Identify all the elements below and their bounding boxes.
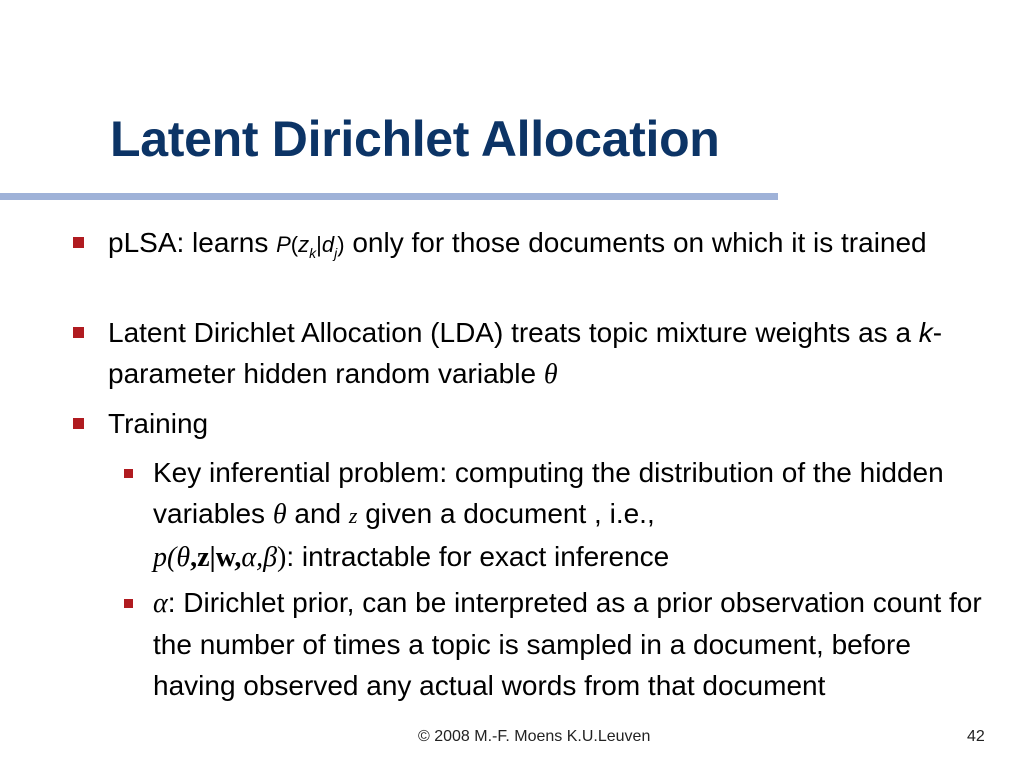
math-d: d xyxy=(321,232,335,257)
bullet-text: given a document , i.e., xyxy=(357,498,655,529)
theta-symbol: θ xyxy=(272,499,287,530)
bullet-training: Training xyxy=(108,408,209,439)
k-variable: k xyxy=(918,317,933,348)
z-symbol: z xyxy=(348,503,358,528)
bullet-plsa: pLSA: learns $P(z_k|d_j)$ only for those documents on which it is trained xyxy=(108,227,927,261)
formula-zw: ,z|w, xyxy=(190,542,242,573)
sub-bullet-marker-square xyxy=(124,469,133,478)
formula-alpha: α xyxy=(241,542,257,573)
theta-symbol: θ xyxy=(543,359,558,390)
bullet-text: : intractable for exact inference xyxy=(286,541,670,572)
bullet-marker-square xyxy=(73,237,84,248)
formula-p: p( xyxy=(153,542,177,573)
slide-title: Latent Dirichlet Allocation xyxy=(110,111,720,167)
bullet-text: Latent Dirichlet Allocation (LDA) treats topic mixture weights as a xyxy=(108,317,919,348)
bullet-marker-square xyxy=(73,327,84,338)
formula-comma: , xyxy=(256,542,264,573)
bullet-text: Key inferential problem: computing the distribution of the hidden variables xyxy=(153,457,944,529)
math-k: k xyxy=(309,245,317,261)
title-underline xyxy=(0,193,778,200)
bullet-text: -parameter hidden random variable xyxy=(108,317,943,389)
sub-bullet-alpha xyxy=(153,582,983,706)
sub-bullet-marker-square xyxy=(124,599,133,608)
slide-number: 42 xyxy=(967,728,985,745)
alpha-symbol: α xyxy=(153,588,168,619)
bullet-text: and xyxy=(286,498,349,529)
math-p: P xyxy=(276,232,291,257)
math-z: z xyxy=(298,232,310,257)
formula-beta: β xyxy=(263,542,278,573)
footer-copyright: © 2008 M.-F. Moens K.U.Leuven xyxy=(418,728,651,745)
bullet-lda xyxy=(108,312,988,395)
sub-bullet-inference xyxy=(153,452,983,578)
formula-theta: θ xyxy=(176,542,191,573)
bullet-marker-square xyxy=(73,418,84,429)
formula-close: ) xyxy=(277,542,287,573)
bullet-text: only for those documents on which it is trained xyxy=(344,227,927,258)
bullet-text: pLSA: learns xyxy=(108,227,277,258)
math-j: j xyxy=(334,245,338,261)
bullet-text: : Dirichlet prior, can be interpreted as a prior observation count for the number of times a topic is sampled in a document, before having observed any actual words from that document xyxy=(153,587,982,701)
